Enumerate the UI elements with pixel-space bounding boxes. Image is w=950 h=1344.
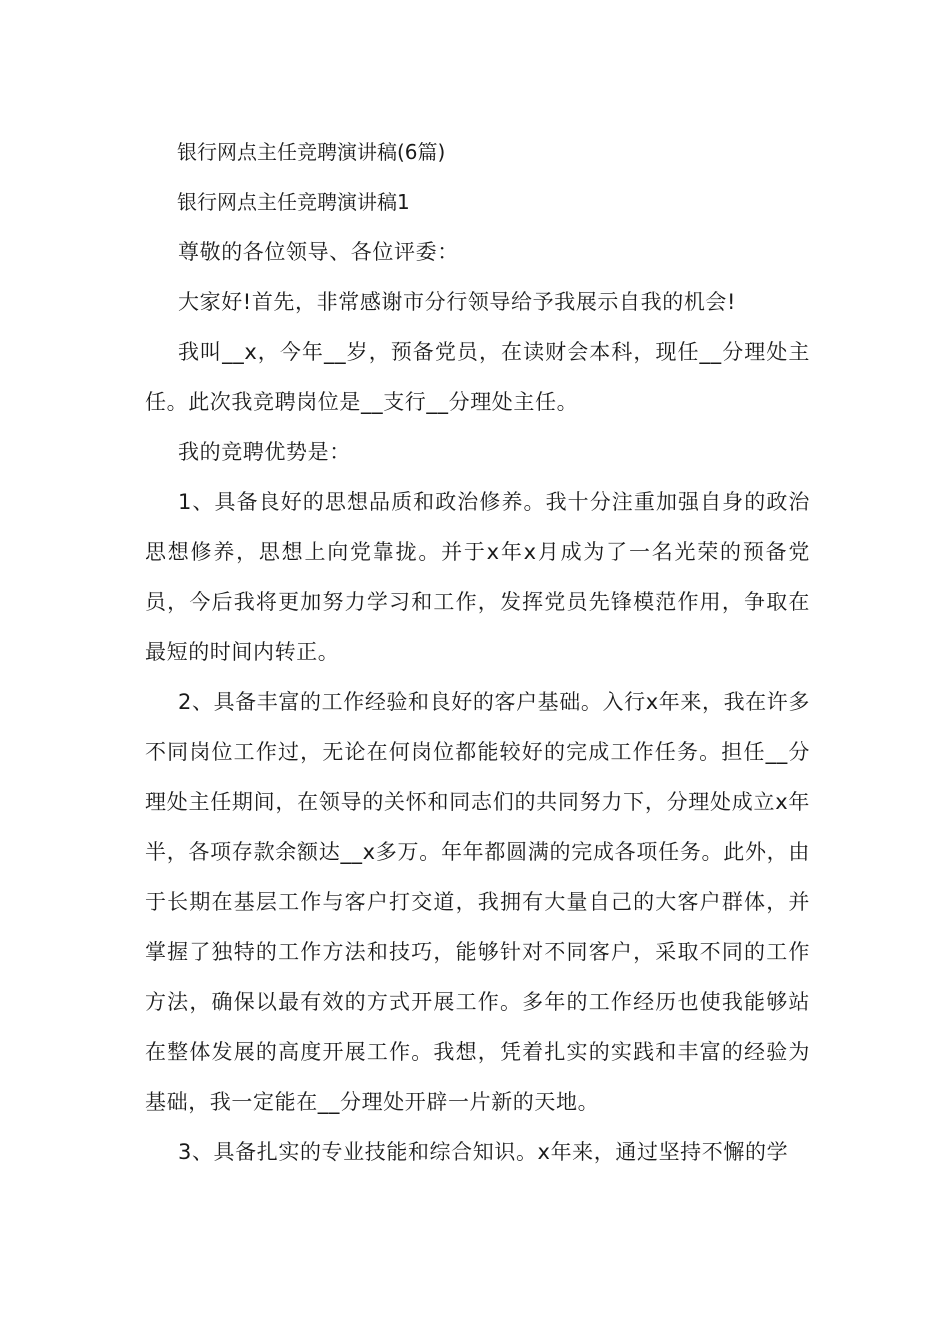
advantage-3-paragraph: 3、具备扎实的专业技能和综合知识。x年来，通过坚持不懈的学 bbox=[178, 1140, 789, 1164]
advantage-1-paragraph: 1、具备良好的思想品质和政治修养。我十分注重加强自身的政治思想修养，思想上向党靠拢。并于x年x月成为了一名光荣的预备党员，今后我将更加努力学习和工作，发挥党员先锋模范作用，争取在最短的时间内转正。 bbox=[145, 490, 810, 664]
salutation-paragraph: 尊敬的各位领导、各位评委： bbox=[178, 240, 459, 264]
introduction-paragraph: 我叫__x，今年__岁，预备党员，在读财会本科，现任__分理处主任。此次我竞聘岗位是__支行__分理处主任。 bbox=[145, 340, 810, 414]
document-subtitle: 银行网点主任竞聘演讲稿1 bbox=[177, 190, 410, 214]
advantages-heading-paragraph: 我的竞聘优势是： bbox=[178, 440, 351, 464]
greeting-paragraph: 大家好!首先，非常感谢市分行领导给予我展示自我的机会! bbox=[178, 290, 737, 314]
document-title: 银行网点主任竞聘演讲稿(6篇) bbox=[177, 140, 446, 164]
advantage-2-paragraph: 2、具备丰富的工作经验和良好的客户基础。入行x年来，我在许多不同岗位工作过，无论在何岗位都能较好的完成工作任务。担任__分理处主任期间，在领导的关怀和同志们的共同努力下，分理处成立x年半，各项存款余额达__x多万。年年都圆满的完成各项任务。此外，由于长期在基层工作与客户打交道，我拥有大量自己的大客户群体，并掌握了独特的工作方法和技巧，能够针对不同客户，采取不同的工作方法，确保以最有效的方式开展工作。多年的工作经历也使我能够站在整体发展的高度开展工作。我想，凭着扎实的实践和丰富的经验为基础，我一定能在__分理处开辟一片新的天地。 bbox=[145, 690, 810, 1114]
document-body bbox=[145, 127, 810, 1177]
